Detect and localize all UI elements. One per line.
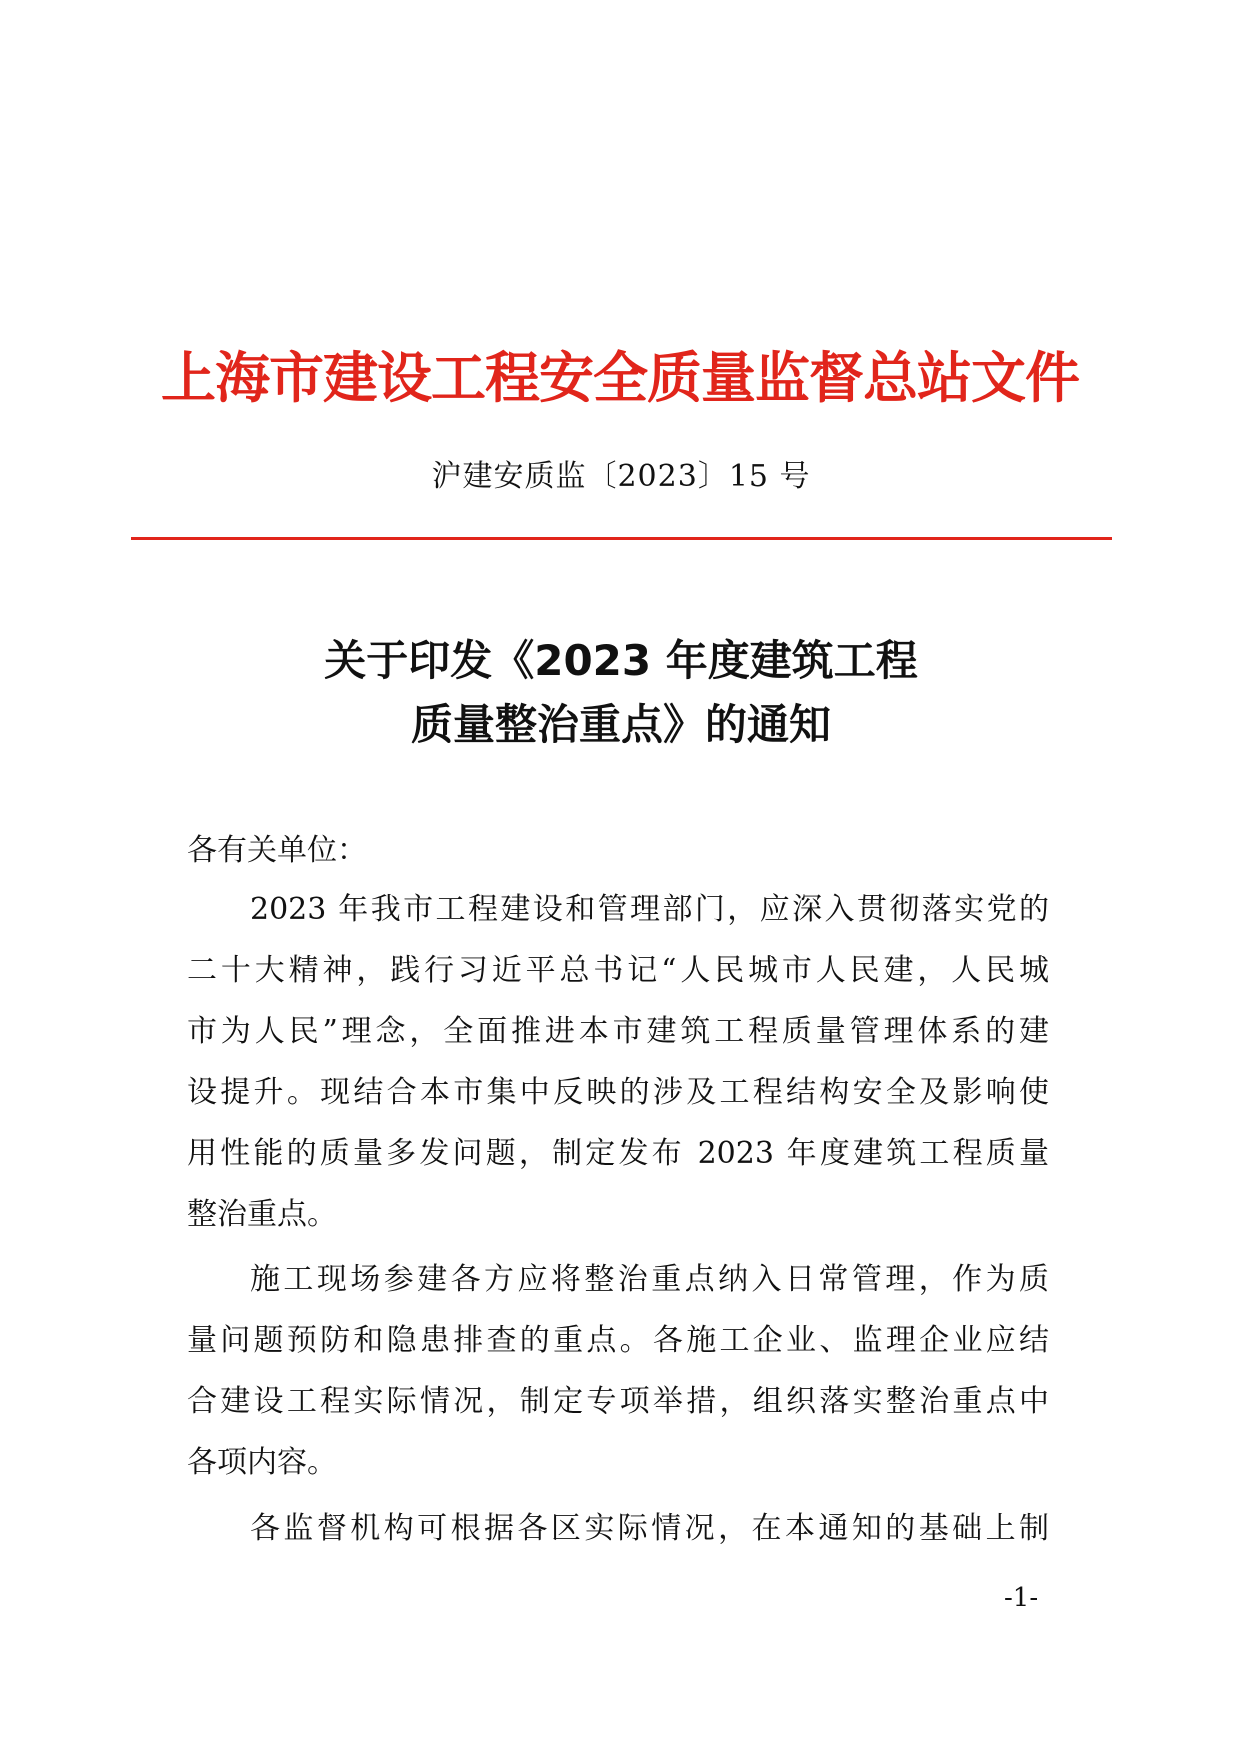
- document-number: 沪建安质监〔2023〕15 号: [431, 459, 811, 494]
- notice-title-line-1: 关于印发《2023 年度建筑工程: [324, 636, 918, 685]
- issuing-organization-title: 上海市建设工程安全质量监督总站文件: [160, 345, 1079, 410]
- paragraph-1-line-1: 2023 年我市工程建设和管理部门，应深入贯彻落实党的: [250, 892, 1049, 927]
- page-number: -1-: [1004, 1583, 1039, 1613]
- notice-title-line-2: 质量整治重点》的通知: [410, 700, 831, 749]
- paragraph-1-line-5: 用性能的质量多发问题，制定发布 2023 年度建筑工程质量: [187, 1136, 1049, 1171]
- salutation: 各有关单位：: [187, 833, 367, 868]
- paragraph-1-line-6: 整治重点。: [187, 1197, 337, 1232]
- red-divider-line: [131, 537, 1112, 540]
- paragraph-2-line-1: 施工现场参建各方应将整治重点纳入日常管理，作为质: [250, 1262, 1049, 1297]
- paragraph-2-line-2: 量问题预防和隐患排查的重点。各施工企业、监理企业应结: [187, 1323, 1049, 1358]
- paragraph-1-line-2: 二十大精神，践行习近平总书记“人民城市人民建，人民城: [187, 953, 1049, 988]
- paragraph-1-line-3: 市为人民”理念，全面推进本市建筑工程质量管理体系的建: [187, 1014, 1049, 1049]
- paragraph-1-line-4: 设提升。现结合本市集中反映的涉及工程结构安全及影响使: [187, 1075, 1049, 1110]
- paragraph-3-line-1: 各监督机构可根据各区实际情况，在本通知的基础上制: [250, 1511, 1049, 1546]
- paragraph-2-line-4: 各项内容。: [187, 1445, 337, 1480]
- paragraph-2-line-3: 合建设工程实际情况，制定专项举措，组织落实整治重点中: [187, 1384, 1049, 1419]
